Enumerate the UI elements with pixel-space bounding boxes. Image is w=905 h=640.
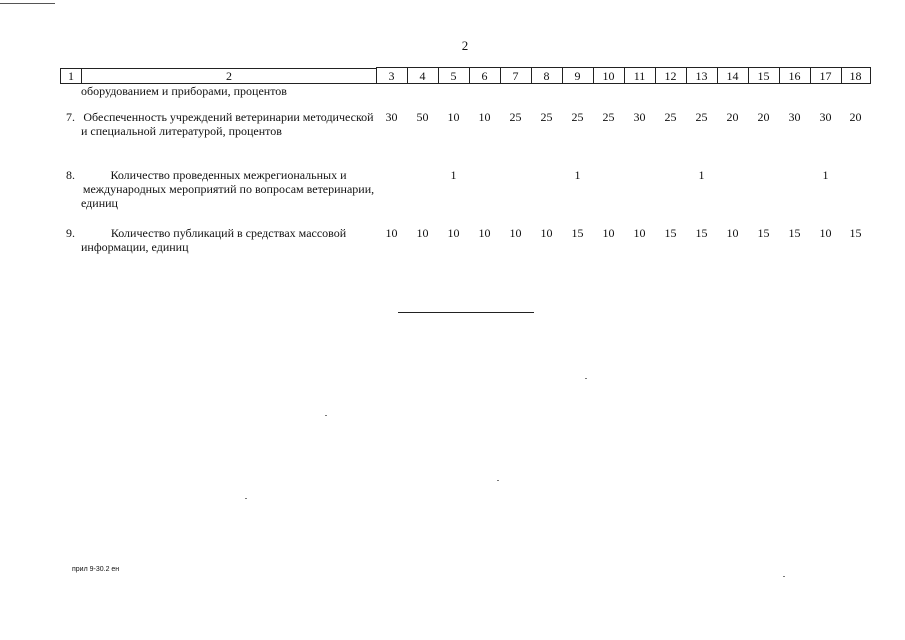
header-cell: 1 bbox=[61, 68, 82, 83]
value-cell bbox=[655, 168, 686, 214]
value-cell: 10 bbox=[447, 225, 460, 240]
header-cell: 11 bbox=[624, 68, 655, 84]
continuation-row bbox=[60, 84, 870, 98]
value-cell: 20 bbox=[849, 109, 862, 124]
value-cell bbox=[841, 168, 870, 214]
value-cell: 20 bbox=[726, 109, 739, 124]
value-cell: 10 bbox=[819, 225, 832, 240]
header-cell: 4 bbox=[407, 68, 438, 84]
value-cell bbox=[779, 168, 810, 214]
value-cell bbox=[748, 168, 779, 214]
value-cell: 30 bbox=[788, 109, 801, 124]
value-cell bbox=[407, 168, 438, 214]
value-cell: 30 bbox=[819, 109, 832, 124]
header-cell: 7 bbox=[500, 68, 531, 84]
value-cell: 25 bbox=[695, 109, 708, 124]
value-cell bbox=[469, 168, 500, 214]
header-row bbox=[60, 68, 870, 84]
value-cell: 1 bbox=[822, 167, 829, 182]
value-cell: 25 bbox=[509, 109, 522, 124]
value-cell: 1 bbox=[698, 167, 705, 182]
value-cell: 30 bbox=[385, 109, 398, 124]
row-text: Количество публикаций в средствах массовой информации, единиц bbox=[81, 225, 347, 254]
table-row bbox=[60, 168, 870, 214]
scan-speck bbox=[585, 378, 587, 379]
indicators-table bbox=[60, 67, 871, 258]
value-cell bbox=[531, 168, 562, 214]
header-cell: 16 bbox=[779, 68, 810, 84]
scan-speck bbox=[497, 480, 499, 481]
row-text: Количество проведенных межрегиональных и международных мероприятий по вопросам ветеринарии, единиц bbox=[81, 167, 375, 210]
value-cell: 10 bbox=[602, 225, 615, 240]
value-cell bbox=[717, 168, 748, 214]
value-cell: 10 bbox=[478, 109, 491, 124]
header-cell: 2 bbox=[82, 68, 377, 83]
scan-speck bbox=[325, 415, 327, 416]
header-cell: 10 bbox=[593, 68, 624, 84]
scan-speck bbox=[783, 576, 785, 577]
header-cell: 5 bbox=[438, 68, 469, 84]
value-cell: 25 bbox=[602, 109, 615, 124]
header-cell: 15 bbox=[748, 68, 779, 84]
value-cell: 10 bbox=[385, 225, 398, 240]
row-number: 8. bbox=[66, 167, 75, 182]
value-cell: 10 bbox=[416, 225, 429, 240]
value-cell bbox=[624, 168, 655, 214]
row-text: Обеспеченность учреждений ветеринарии методической и специальной литературой, процентов bbox=[81, 109, 374, 138]
row-number: 7. bbox=[66, 109, 75, 124]
value-cell: 20 bbox=[757, 109, 770, 124]
value-cell: 1 bbox=[450, 167, 457, 182]
value-cell: 10 bbox=[447, 109, 460, 124]
value-cell: 15 bbox=[788, 225, 801, 240]
value-cell: 15 bbox=[664, 225, 677, 240]
end-divider bbox=[398, 312, 534, 313]
header-left bbox=[60, 68, 377, 84]
header-cell: 9 bbox=[562, 68, 593, 84]
value-cell: 1 bbox=[574, 167, 581, 182]
value-cell bbox=[593, 168, 624, 214]
value-cell: 10 bbox=[478, 225, 491, 240]
header-cell: 17 bbox=[810, 68, 841, 84]
table-row bbox=[60, 110, 870, 156]
page-number: 2 bbox=[461, 38, 469, 53]
header-cell: 14 bbox=[717, 68, 748, 84]
value-cell: 30 bbox=[633, 109, 646, 124]
value-cell: 10 bbox=[726, 225, 739, 240]
value-cell: 10 bbox=[633, 225, 646, 240]
value-cell: 50 bbox=[416, 109, 429, 124]
header-cell: 13 bbox=[686, 68, 717, 84]
row-number: 9. bbox=[66, 225, 75, 240]
table-row bbox=[60, 226, 870, 258]
footer-note: прил 9-30.2 ен bbox=[72, 566, 120, 573]
value-cell: 10 bbox=[540, 225, 553, 240]
value-cell: 15 bbox=[849, 225, 862, 240]
value-cell: 15 bbox=[571, 225, 584, 240]
header-cell: 8 bbox=[531, 68, 562, 84]
header-cell: 18 bbox=[841, 68, 870, 84]
header-cell: 6 bbox=[469, 68, 500, 84]
value-cell: 10 bbox=[509, 225, 522, 240]
header-cell: 12 bbox=[655, 68, 686, 84]
header-cell: 3 bbox=[376, 68, 407, 84]
scan-edge-mark bbox=[0, 3, 55, 4]
value-cell bbox=[376, 168, 407, 214]
value-cell: 25 bbox=[540, 109, 553, 124]
value-cell: 15 bbox=[695, 225, 708, 240]
value-cell: 25 bbox=[571, 109, 584, 124]
continuation-text: оборудованием и приборами, процентов bbox=[81, 83, 287, 98]
value-cell: 15 bbox=[757, 225, 770, 240]
scan-speck bbox=[245, 498, 247, 499]
value-cell: 25 bbox=[664, 109, 677, 124]
value-cell bbox=[500, 168, 531, 214]
